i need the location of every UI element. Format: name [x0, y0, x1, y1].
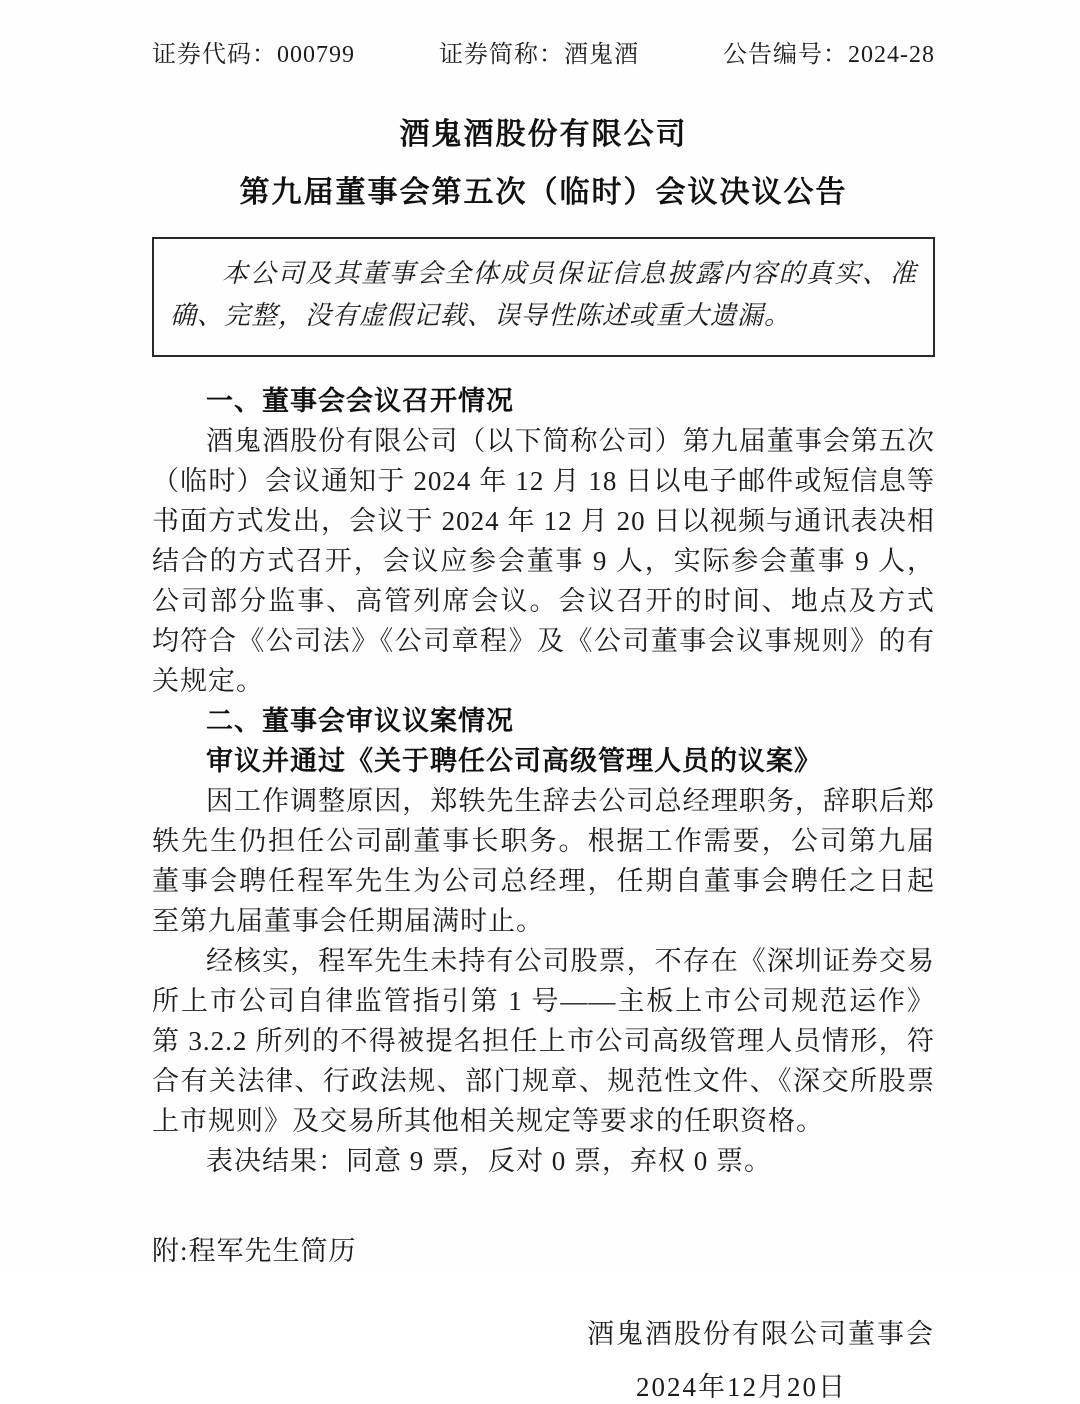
announcement-number-label: 公告编号：2024-28: [723, 42, 935, 68]
section-2-heading: 二、董事会审议议案情况: [206, 706, 514, 736]
qualification-paragraph: 经核实，程军先生未持有公司股票，不存在《深圳证券交易所上市公司自律监管指引第 1 号——主板上市公司规范运作》第 3.2.2 所列的不得被提名担任上市公司高级管理人员情形，符合有关法律、行政法规、部门规章、规范性文件、《深交所股票上市规则》及交易所其他相关规定等要求的任职资格。: [152, 946, 935, 1136]
section-1-heading: 一、董事会会议召开情况: [206, 386, 514, 416]
document-body: [152, 381, 935, 1181]
document-header-row: [152, 34, 935, 69]
disclaimer-text: 本公司及其董事会全体成员保证信息披露内容的真实、准确、完整，没有虚假记载、误导性陈述或重大遗漏。: [170, 259, 917, 330]
attachment-note: 附:程军先生简历: [152, 1236, 357, 1266]
signature-block: [152, 1312, 935, 1404]
disclaimer-box: [152, 237, 935, 357]
stock-name-label: 证券简称：酒鬼酒: [439, 42, 639, 68]
voting-result-paragraph: 表决结果：同意 9 票，反对 0 票，弃权 0 票。: [206, 1146, 772, 1176]
stock-code-label: 证券代码：000799: [152, 42, 355, 68]
signature-date: 2024年12月20日: [636, 1372, 847, 1402]
meeting-convening-paragraph: 酒鬼酒股份有限公司（以下简称公司）第九届董事会第五次（临时）会议通知于 2024 年 12 月 18 日以电子邮件或短信息等书面方式发出，会议于 2024 年 12 月 20 日以视频与通讯表决相结合的方式召开，会议应参会董事 9 人，实际参会董事 9 人，公司部分监事、高管列席会议。会议召开的时间、地点及方式均符合《公司法》《公司章程》及《公司董事会议事规则》的有关规定。: [152, 426, 935, 696]
company-name-title: 酒鬼酒股份有限公司: [399, 118, 688, 151]
appointment-paragraph: 因工作调整原因，郑轶先生辞去公司总经理职务，辞职后郑轶先生仍担任公司副董事长职务。根据工作需要，公司第九届董事会聘任程军先生为公司总经理，任期自董事会聘任之日起至第九届董事会任期届满时止。: [152, 786, 935, 936]
signature-company: 酒鬼酒股份有限公司董事会: [587, 1319, 935, 1349]
proposal-heading: 审议并通过《关于聘任公司高级管理人员的议案》: [206, 746, 822, 776]
meeting-resolution-title: 第九届董事会第五次（临时）会议决议公告: [239, 176, 848, 209]
